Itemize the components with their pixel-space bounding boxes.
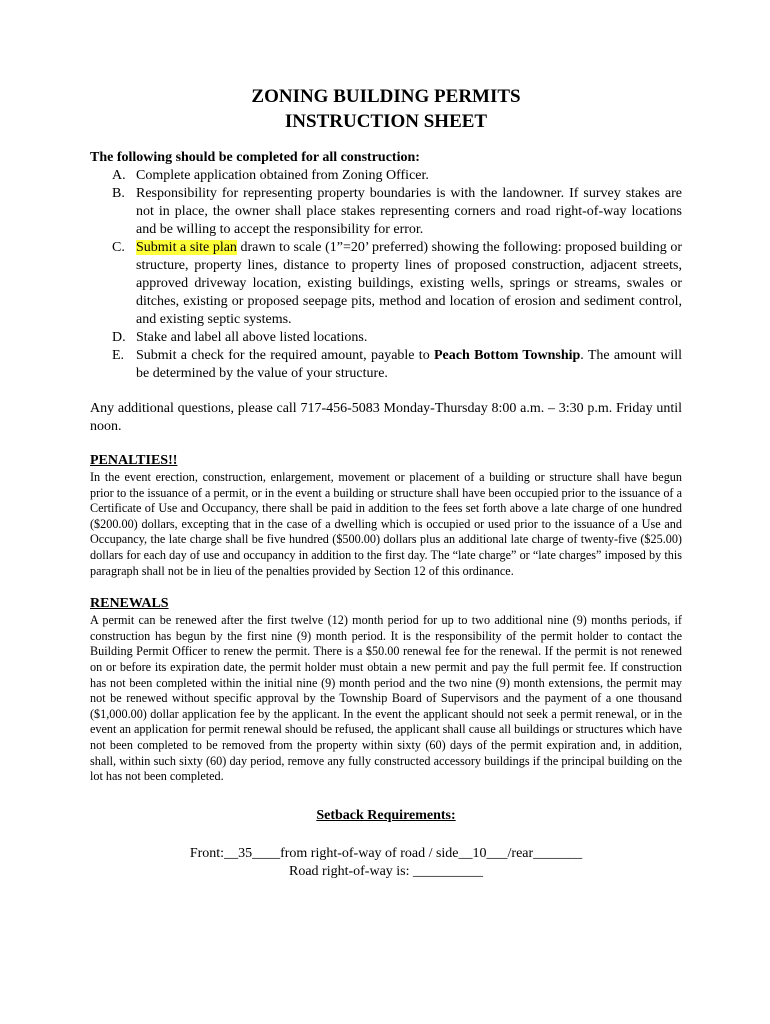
list-item-text: Stake and label all above listed locations. (136, 330, 368, 345)
renewals-heading: RENEWALS (90, 596, 169, 612)
document-title (90, 84, 682, 134)
list-item (90, 239, 682, 329)
list-item-text: Complete application obtained from Zoning Officer. (136, 168, 429, 183)
side-value: __10___ (458, 845, 508, 861)
setback-front-line (90, 845, 682, 863)
list-item (90, 185, 682, 239)
list-letter: D. (112, 330, 126, 345)
list-item (90, 329, 682, 347)
rear-label: /rear_______ (507, 845, 583, 861)
list-letter: E. (112, 348, 125, 363)
list-letter: B. (112, 186, 125, 201)
intro-text: The following should be completed for all construction: (90, 150, 420, 165)
renewals-text: A permit can be renewed after the first twelve (12) month period for up to two additional nine (9) months periods, if construction has begun by the first nine (9) month period. It is the responsibility of the permit holder to contact the Building Permit Officer to renew the permit. There is a $50.00 renewal fee for the renewal. If the permit is not renewed on or before its expiration date, the permit holder must obtain a new permit and pay the full permit fee. If construction has not been completed within the initial nine (9) month period and the two nine (9) month extensions, the permit may not be renewed without specific approval by the Township Board of Supervisors and the payment of a one thousand ($1,000.00) dollar application fee by the applicant. In the event the applicant should not seek a permit renewal, or in the event an application for permit renewal should be refused, the applicant shall cause all buildings or structures which have not been completed to be removed from the property within sixty (60) days of the permit expiration and, in addition, shall, within such sixty (60) day period, remove any fully constructed accessory buildings if the principal building on the lot has not been completed. (90, 613, 682, 784)
list-item-text: . The amount will be determined by the value of your structure. (136, 348, 682, 381)
title-line-1: ZONING BUILDING PERMITS (251, 86, 521, 107)
contact-info: Any additional questions, please call 717-456-5083 Monday-Thursday 8:00 a.m. – 3:30 p.m. Friday until noon. (90, 401, 682, 434)
list-item (90, 347, 682, 383)
front-value: __35____ (224, 845, 281, 861)
list-item (90, 167, 682, 185)
highlighted-text: Submit a site plan (136, 240, 237, 255)
list-item-text: Submit a check for the required amount, payable to (136, 348, 434, 363)
list-letter: C. (112, 240, 125, 255)
penalties-text: In the event erection, construction, enlargement, movement or placement of a building or structure shall have begun prior to the issuance of a permit, or in the event a building or structure shall have been occupied prior to the issuance of a Certificate of Use and Occupancy, there shall be paid in addition to the fees set forth above a late charge of one hundred ($200.00) dollars, excepting that in the case of a dwelling which is occupied or used prior to the issuance of a Use and Occupancy, the late charge shall be five hundred ($500.00) dollars plus an additional late charge of twenty-five ($25.00) dollars for each day of use and occupancy in addition to the first day. The “late charge” or “late charges” imposed by this paragraph shall not be in lieu of the penalties provided by Section 12 of this ordinance. (90, 470, 682, 578)
setback-title: Setback Requirements: (316, 807, 456, 823)
instruction-list (90, 167, 682, 383)
list-item-text: Responsibility for representing property boundaries is with the landowner. If survey stakes are not in place, the owner shall place stakes representing corners and road right-of-way locations and be willing to accept the responsibility for error. (136, 186, 682, 237)
title-line-2: INSTRUCTION SHEET (284, 111, 488, 132)
road-right-of-way-line: Road right-of-way is: __________ (288, 863, 484, 879)
penalties-heading: PENALTIES!! (90, 453, 178, 468)
list-item-text: drawn to scale (1”=20’ preferred) showing the following: proposed building or structure, property lines, distance to property lines of proposed construction, adjacent streets, approved driveway location, existing buildings, existing wells, springs or streams, swales or ditches, existing or proposed seepage pits, method and location of erosion and sediment control, and existing septic systems. (136, 240, 682, 327)
front-label: Front: (189, 845, 225, 861)
mid-label: from right-of-way of road / side (280, 845, 459, 861)
list-letter: A. (112, 168, 126, 183)
township-name: Peach Bottom Township (434, 348, 581, 363)
